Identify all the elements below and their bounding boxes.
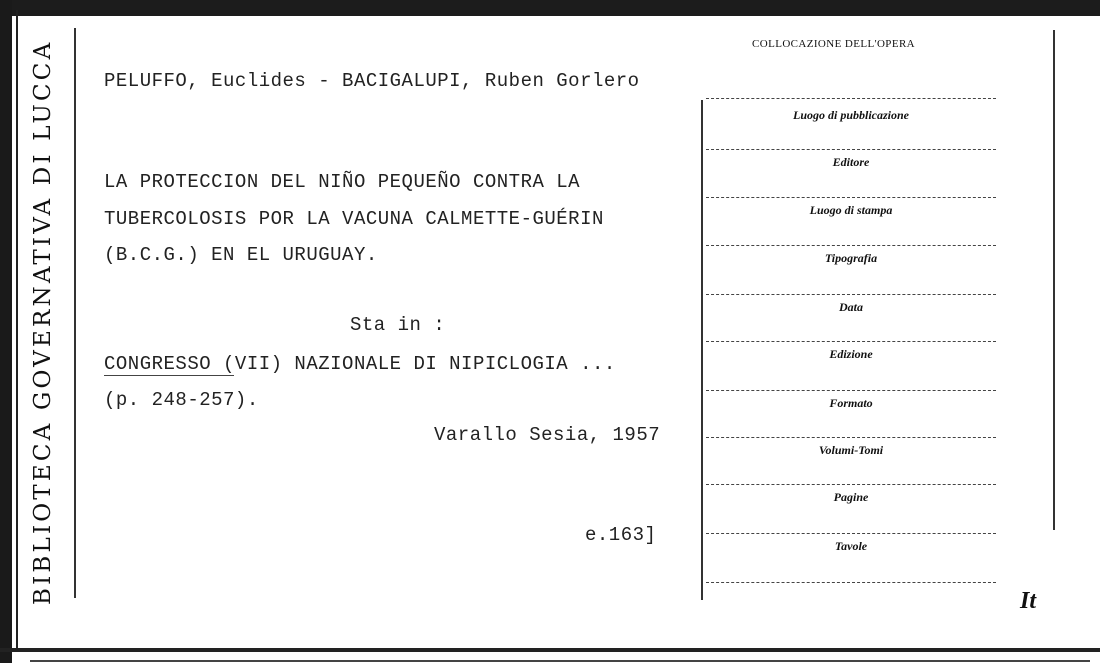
- imprint: Varallo Sesia, 1957: [434, 424, 661, 446]
- card-bottom-line: [30, 660, 1090, 662]
- field-rule-3: [706, 245, 996, 246]
- field-plates: Tavole: [834, 539, 868, 553]
- field-rule-7: [706, 437, 996, 438]
- field-place-of-printing: Luogo di stampa: [809, 203, 893, 217]
- library-name: BIBLIOTECA GOVERNATIVA DI LUCCA: [30, 39, 56, 605]
- field-rule-5: [706, 341, 996, 342]
- field-printer: Tipografia: [824, 251, 878, 265]
- title-line-1: LA PROTECCION DEL NIÑO PEQUEÑO CONTRA LA: [104, 171, 581, 193]
- field-volumes: Volumi-Tomi: [818, 443, 884, 457]
- field-edition: Edizione: [829, 347, 873, 361]
- field-rule-2: [706, 197, 996, 198]
- corner-mark: It: [1020, 588, 1037, 614]
- source-title: CONGRESSO (VII) NAZIONALE DI NIPICLOGIA ...: [104, 353, 616, 375]
- sta-in-label: Sta in :: [350, 314, 446, 336]
- title-line-3: (B.C.G.) EN EL URUGUAY.: [104, 244, 378, 266]
- field-rule-10: [706, 582, 996, 583]
- field-rule-0: [706, 98, 996, 99]
- field-rule-8: [706, 484, 996, 485]
- shelfmark: e.163]: [585, 524, 657, 546]
- card-top-edge: [0, 0, 1100, 16]
- card-bottom-edge: [0, 648, 1100, 652]
- field-rule-6: [706, 390, 996, 391]
- field-date: Data: [839, 300, 863, 314]
- location-heading: COLLOCAZIONE DELL'OPERA: [752, 38, 916, 50]
- field-place-of-publication: Luogo di pubblicazione: [792, 108, 909, 122]
- panel-divider: [701, 100, 703, 600]
- card-left-edge: [0, 0, 12, 663]
- left-margin-rule: [74, 28, 76, 598]
- source-underline: [104, 375, 234, 376]
- field-publisher: Editore: [832, 155, 870, 169]
- field-format: Formato: [829, 396, 873, 410]
- author-line: PELUFFO, Euclides - BACIGALUPI, Ruben Gorlero: [104, 70, 640, 92]
- right-margin-rule: [1053, 30, 1055, 530]
- title-line-2: TUBERCOLOSIS POR LA VACUNA CALMETTE-GUÉRIN: [104, 208, 604, 230]
- field-rule-4: [706, 294, 996, 295]
- page-range: (p. 248-257).: [104, 389, 259, 411]
- field-rule-1: [706, 149, 996, 150]
- field-pages: Pagine: [833, 490, 869, 504]
- field-rule-9: [706, 533, 996, 534]
